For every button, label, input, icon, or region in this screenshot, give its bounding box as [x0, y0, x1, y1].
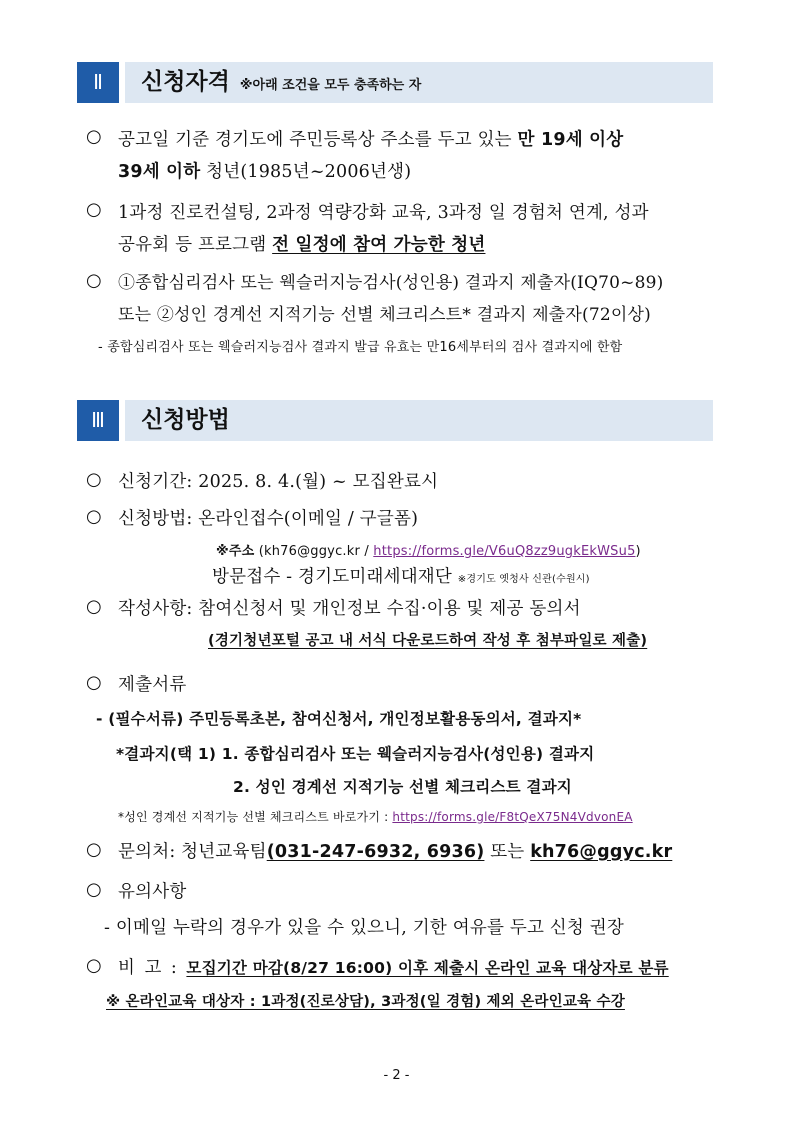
contact-label: 문의처: 청년교육팀	[118, 842, 267, 862]
visit-location-note: ※경기도 옛청사 신관(수원시)	[457, 574, 590, 585]
section-2-note: ※아래 조건을 모두 충족하는 자	[239, 78, 422, 93]
eligibility-test-2: 또는 ②성인 경계선 지적기능 선별 체크리스트* 결과지 제출자(72이상)	[118, 305, 651, 325]
section-2-number: Ⅱ	[77, 62, 119, 103]
required-documents: - (필수서류) 주민등록초본, 참여신청서, 개인정보활용동의서, 결과지*	[96, 710, 582, 728]
online-education-note-text: ※ 온라인교육 대상자 : 1과정(진로상담), 3과정(일 경험) 제외 온라인교육 수강	[106, 994, 625, 1010]
caution-detail: - 이메일 누락의 경우가 있을 수 있으니, 기한 여유를 두고 신청 권장	[104, 918, 624, 938]
contact-or: 또는	[484, 842, 531, 862]
checklist-shortcut-text: *성인 경계선 지적기능 선별 체크리스트 바로가기 :	[118, 810, 393, 824]
section-2-title	[141, 62, 421, 106]
submission-documents: 제출서류	[118, 675, 187, 695]
bullet: ○	[86, 199, 102, 220]
eligibility-program-cont	[118, 231, 485, 256]
bullet: ○	[86, 506, 102, 527]
remarks-text: 모집기간 마감(8/27 16:00) 이후 제출시 온라인 교육 대상자로 분류	[186, 959, 669, 977]
bullet: ○	[86, 596, 102, 617]
visit-application	[212, 563, 590, 588]
eligibility-test-1: ①종합심리검사 또는 웩슬러지능검사(성인용) 결과지 제출자(IQ70~89)	[118, 273, 664, 293]
write-instruction: (경기청년포털 공고 내 서식 다운로드하여 작성 후 첨부파일로 제출)	[208, 633, 648, 649]
eligibility-full-participation: 전 일정에 참여 가능한 청년	[272, 235, 486, 255]
visit-text: 방문접수 - 경기도미래세대재단	[212, 567, 458, 587]
bullet: ○	[86, 839, 102, 860]
address-email: (kh76@ggyc.kr /	[254, 544, 374, 559]
online-education-note	[106, 990, 625, 1011]
remarks	[118, 954, 669, 979]
page-number: - 2 -	[383, 1068, 410, 1083]
eligibility-program: 1과정 진로컨설팅, 2과정 역량강화 교육, 3과정 일 경험처 연계, 성과	[118, 203, 649, 223]
remarks-label: 비 고 :	[118, 958, 187, 978]
bullet: ○	[86, 672, 102, 693]
google-form-link[interactable]: https://forms.gle/V6uQ8zz9ugkEkWSu5	[373, 544, 636, 559]
result-option-2: 2. 성인 경계선 지적기능 선별 체크리스트 결과지	[233, 778, 572, 796]
application-address	[216, 540, 641, 559]
eligibility-program-text: 공유회 등 프로그램	[118, 235, 273, 255]
eligibility-birth-years: 청년(1985년~2006년생)	[200, 162, 412, 182]
checklist-link[interactable]: https://forms.gle/F8tQeX75N4VdvonEA	[392, 810, 633, 824]
eligibility-age	[118, 158, 411, 183]
bullet: ○	[86, 469, 102, 490]
eligibility-test-note: - 종합심리검사 또는 웩슬러지능검사 결과지 발급 유효는 만16세부터의 검사 결과지에 한함	[98, 340, 623, 355]
application-method: 신청방법: 온라인접수(이메일 / 구글폼)	[118, 509, 419, 529]
section-3-number: Ⅲ	[77, 400, 119, 441]
eligibility-age-max: 39세 이하	[118, 162, 201, 182]
checklist-shortcut	[118, 808, 633, 825]
section-2-title-text: 신청자격	[141, 69, 230, 95]
address-label: ※주소	[216, 544, 255, 559]
eligibility-residence	[118, 126, 623, 151]
bullet: ○	[86, 126, 102, 147]
section-2-header	[77, 62, 713, 103]
contact-info	[118, 838, 672, 863]
section-3-header	[77, 400, 713, 441]
address-close: )	[635, 544, 641, 559]
cautions: 유의사항	[118, 882, 187, 902]
result-option-1: *결과지(택 1) 1. 종합심리검사 또는 웩슬러지능검사(성인용) 결과지	[116, 745, 595, 763]
bullet: ○	[86, 270, 102, 291]
bullet: ○	[86, 879, 102, 900]
eligibility-age-min: 만 19세 이상	[517, 130, 624, 150]
contact-email[interactable]: kh76@ggyc.kr	[530, 842, 673, 862]
bullet: ○	[86, 955, 102, 976]
contact-phone: (031-247-6932, 6936)	[266, 842, 485, 862]
eligibility-residence-text: 공고일 기준 경기도에 주민등록상 주소를 두고 있는	[118, 130, 518, 150]
application-period: 신청기간: 2025. 8. 4.(월) ~ 모집완료시	[118, 472, 439, 492]
section-3-title: 신청방법	[141, 407, 230, 433]
required-documents-write: 작성사항: 참여신청서 및 개인정보 수집·이용 및 제공 동의서	[118, 599, 581, 619]
